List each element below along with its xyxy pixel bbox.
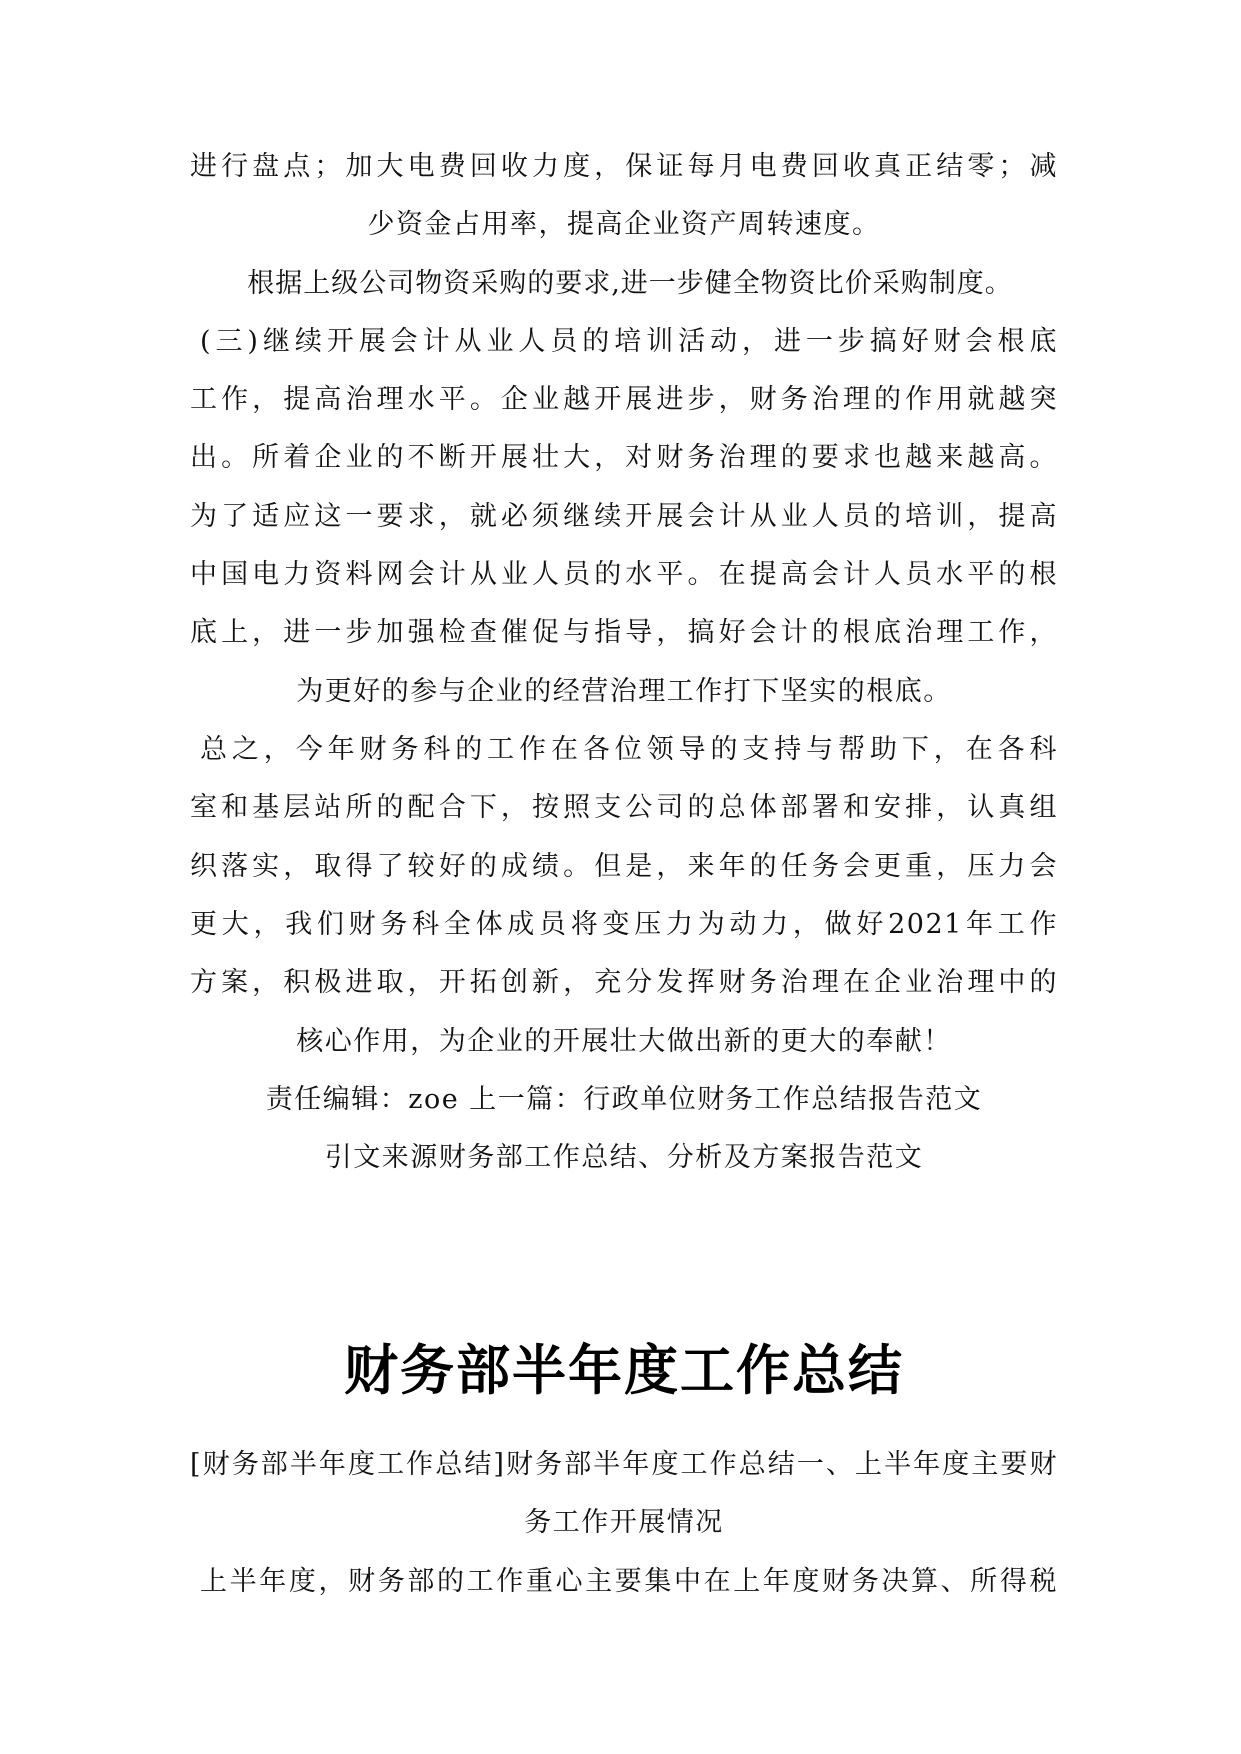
body-line: 上半年度，财务部的工作重心主要集中在上年度财务决算、所得税 [200, 1566, 1058, 1597]
body-line: (三)继续开展会计从业人员的培训活动，进一步搞好财会根底 [200, 326, 1058, 357]
body-line: 为了适应这一要求，就必须继续开展会计从业人员的培训，提高 [190, 501, 1058, 532]
body-line: 工作，提高治理水平。企业越开展进步，财务治理的作用就越突 [190, 384, 1058, 415]
section-title: 财务部半年度工作总结 [344, 1339, 904, 1402]
body-line: 织落实，取得了较好的成绩。但是，来年的任务会更重，压力会 [190, 851, 1058, 882]
editor-line: 责任编辑：zoe 上一篇：行政单位财务工作总结报告范文 [265, 1084, 983, 1115]
source-line: 引文来源财务部工作总结、分析及方案报告范文 [324, 1142, 924, 1173]
body-line: 出。所着企业的不断开展壮大，对财务治理的要求也越来越高。 [190, 442, 1058, 473]
body-line: 中国电力资料网会计从业人员的水平。在提高会计人员水平的根 [190, 559, 1058, 590]
body-line: 为更好的参与企业的经营治理工作打下坚实的根底。 [296, 676, 952, 707]
body-line: 底上，进一步加强检查催促与指导，搞好会计的根底治理工作， [190, 617, 1058, 648]
body-line: 总之，今年财务科的工作在各位领导的支持与帮助下，在各科 [200, 734, 1058, 765]
body-line: 更大，我们财务科全体成员将变压力为动力，做好2021年工作 [190, 909, 1058, 940]
body-line: 核心作用，为企业的开展壮大做出新的更大的奉献！ [296, 1026, 952, 1057]
body-line: 根据上级公司物资采购的要求,进一步健全物资比价采购制度。 [247, 268, 1013, 299]
body-line: 室和基层站所的配合下，按照支公司的总体部署和安排，认真组 [190, 792, 1058, 823]
body-line: 进行盘点；加大电费回收力度，保证每月电费回收真正结零；减 [190, 151, 1058, 182]
body-line: [财务部半年度工作总结]财务部半年度工作总结一、上半年度主要财 [190, 1449, 1058, 1480]
body-line: 少资金占用率，提高企业资产周转速度。 [367, 209, 881, 240]
body-line: 方案，积极进取，开拓创新，充分发挥财务治理在企业治理中的 [190, 967, 1058, 998]
body-line: 务工作开展情况 [524, 1507, 724, 1538]
